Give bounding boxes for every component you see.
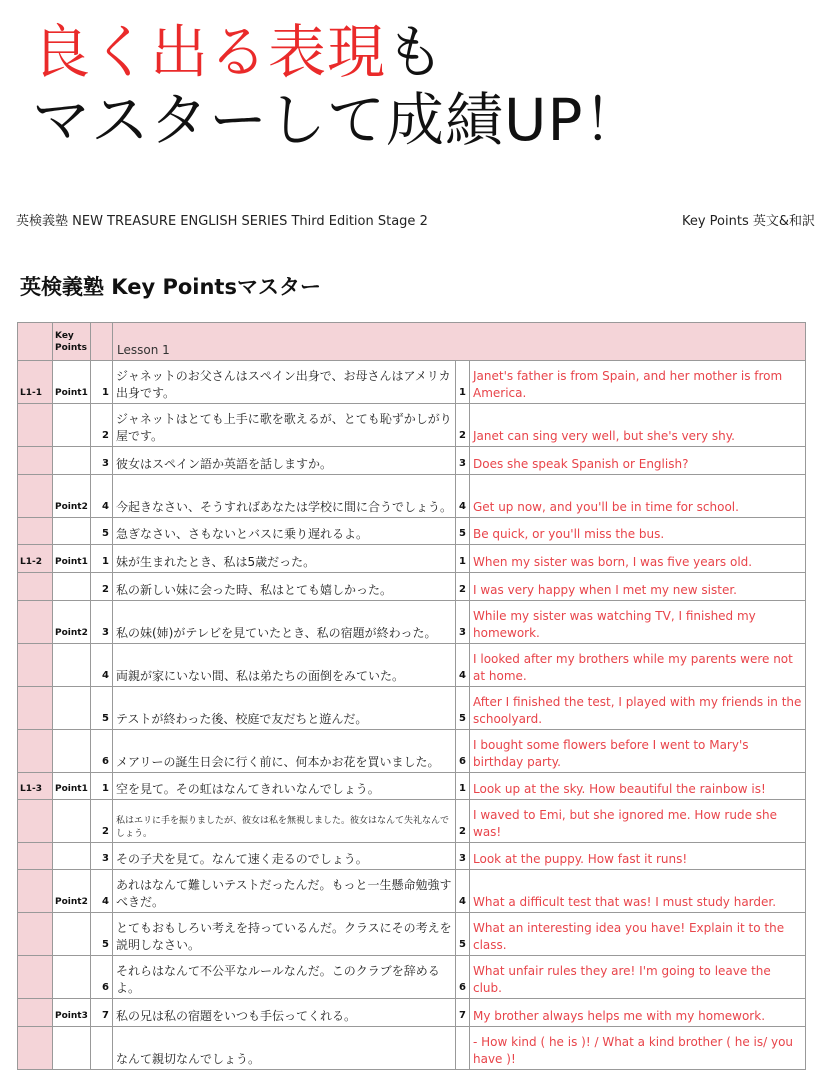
english-number-cell: 3 bbox=[456, 447, 470, 475]
number-cell: 4 bbox=[91, 870, 113, 913]
english-sentence: I waved to Emi, but she ignored me. How rude she was! bbox=[470, 800, 806, 843]
table-row bbox=[18, 999, 806, 1027]
number-cell: 6 bbox=[91, 730, 113, 773]
english-sentence: I bought some flowers before I went to Mary's birthday party. bbox=[470, 730, 806, 773]
english-sentence: My brother always helps me with my homework. bbox=[470, 999, 806, 1027]
number-cell: 1 bbox=[91, 545, 113, 573]
english-number-cell: 2 bbox=[456, 573, 470, 601]
number-cell: 7 bbox=[91, 999, 113, 1027]
point-cell: Point1 bbox=[53, 773, 91, 800]
point-cell bbox=[53, 687, 91, 730]
number-cell: 3 bbox=[91, 447, 113, 475]
point-cell bbox=[53, 447, 91, 475]
section-cell bbox=[18, 956, 53, 999]
point-cell bbox=[53, 573, 91, 601]
table-row bbox=[18, 447, 806, 475]
table-row bbox=[18, 475, 806, 518]
english-sentence: Get up now, and you'll be in time for school. bbox=[470, 475, 806, 518]
section-cell bbox=[18, 843, 53, 870]
japanese-sentence: ジャネットはとても上手に歌を歌えるが、とても恥ずかしがり屋です。 bbox=[113, 404, 456, 447]
english-sentence: What an interesting idea you have! Explain it to the class. bbox=[470, 913, 806, 956]
table-row bbox=[18, 956, 806, 999]
section-cell bbox=[18, 573, 53, 601]
number-cell bbox=[91, 1027, 113, 1070]
number-cell: 2 bbox=[91, 573, 113, 601]
english-number-cell: 4 bbox=[456, 644, 470, 687]
english-number-cell: 5 bbox=[456, 687, 470, 730]
section-cell bbox=[18, 404, 53, 447]
english-number-cell: 6 bbox=[456, 730, 470, 773]
table-row bbox=[18, 404, 806, 447]
english-sentence: Janet's father is from Spain, and her mother is from America. bbox=[470, 361, 806, 404]
headline-red-text: 良く出る表現 bbox=[32, 18, 387, 86]
english-number-cell: 1 bbox=[456, 361, 470, 404]
section-cell bbox=[18, 870, 53, 913]
english-sentence: Be quick, or you'll miss the bus. bbox=[470, 518, 806, 545]
section-cell bbox=[18, 687, 53, 730]
section-cell bbox=[18, 518, 53, 545]
english-number-cell: 3 bbox=[456, 843, 470, 870]
key-points-table-body bbox=[18, 323, 806, 1070]
english-number-cell: 4 bbox=[456, 475, 470, 518]
document-header bbox=[16, 210, 815, 229]
table-row bbox=[18, 545, 806, 573]
english-number-cell: 5 bbox=[456, 913, 470, 956]
section-cell bbox=[18, 913, 53, 956]
point-cell bbox=[53, 518, 91, 545]
table-row bbox=[18, 800, 806, 843]
number-cell: 3 bbox=[91, 601, 113, 644]
english-number-cell: 3 bbox=[456, 601, 470, 644]
header-key-points: Key Points bbox=[53, 323, 91, 361]
japanese-sentence: 私はエリに手を振りましたが、彼女は私を無視しました。彼女はなんて失礼なんでしょう。 bbox=[113, 800, 456, 843]
section-cell bbox=[18, 475, 53, 518]
english-sentence: What a difficult test that was! I must study harder. bbox=[470, 870, 806, 913]
header-section-cell bbox=[18, 323, 53, 361]
japanese-sentence: 空を見て。その虹はなんてきれいなんでしょう。 bbox=[113, 773, 456, 800]
english-number-cell bbox=[456, 1027, 470, 1070]
section-cell bbox=[18, 999, 53, 1027]
english-number-cell: 6 bbox=[456, 956, 470, 999]
table-row bbox=[18, 1027, 806, 1070]
point-cell bbox=[53, 730, 91, 773]
number-cell: 5 bbox=[91, 518, 113, 545]
point-cell bbox=[53, 956, 91, 999]
key-points-table bbox=[17, 322, 806, 1070]
point-cell bbox=[53, 1027, 91, 1070]
table-row bbox=[18, 913, 806, 956]
headline-black-text: も bbox=[386, 18, 446, 86]
section-cell: L1-3 bbox=[18, 773, 53, 800]
point-cell bbox=[53, 644, 91, 687]
english-sentence: I was very happy when I met my new sister. bbox=[470, 573, 806, 601]
english-sentence: After I finished the test, I played with my friends in the schoolyard. bbox=[470, 687, 806, 730]
point-cell bbox=[53, 404, 91, 447]
english-sentence: - How kind ( he is )! / What a kind brother ( he is/ you have )! bbox=[470, 1027, 806, 1070]
point-cell bbox=[53, 843, 91, 870]
japanese-sentence: それらはなんて不公平なルールなんだ。このクラブを辞めるよ。 bbox=[113, 956, 456, 999]
number-cell: 5 bbox=[91, 913, 113, 956]
number-cell: 2 bbox=[91, 404, 113, 447]
english-number-cell: 2 bbox=[456, 800, 470, 843]
japanese-sentence: とてもおもしろい考えを持っているんだ。クラスにその考えを説明しなさい。 bbox=[113, 913, 456, 956]
table-row bbox=[18, 730, 806, 773]
english-sentence: While my sister was watching TV, I finished my homework. bbox=[470, 601, 806, 644]
japanese-sentence: 私の兄は私の宿題をいつも手伝ってくれる。 bbox=[113, 999, 456, 1027]
table-row bbox=[18, 773, 806, 800]
point-cell: Point1 bbox=[53, 361, 91, 404]
headline bbox=[32, 18, 642, 154]
number-cell: 6 bbox=[91, 956, 113, 999]
english-number-cell: 1 bbox=[456, 773, 470, 800]
headline-line-1 bbox=[32, 18, 642, 86]
table-row bbox=[18, 361, 806, 404]
document-title: 英検義塾 Key Pointsマスター bbox=[20, 275, 321, 299]
japanese-sentence: 急ぎなさい、さもないとバスに乗り遅れるよ。 bbox=[113, 518, 456, 545]
english-sentence: Janet can sing very well, but she's very shy. bbox=[470, 404, 806, 447]
english-sentence: Look up at the sky. How beautiful the rainbow is! bbox=[470, 773, 806, 800]
point-cell bbox=[53, 800, 91, 843]
japanese-sentence: 両親が家にいない間、私は弟たちの面倒をみていた。 bbox=[113, 644, 456, 687]
section-cell bbox=[18, 1027, 53, 1070]
english-sentence: I looked after my brothers while my parents were not at home. bbox=[470, 644, 806, 687]
japanese-sentence: 妹が生まれたとき、私は5歳だった。 bbox=[113, 545, 456, 573]
document-header-left: 英検義塾 NEW TREASURE ENGLISH SERIES Third Edition Stage 2 bbox=[16, 214, 428, 229]
number-cell: 5 bbox=[91, 687, 113, 730]
english-number-cell: 7 bbox=[456, 999, 470, 1027]
section-cell: L1-1 bbox=[18, 361, 53, 404]
japanese-sentence: あれはなんて難しいテストだったんだ。もっと一生懸命勉強すべきだ。 bbox=[113, 870, 456, 913]
table-row bbox=[18, 870, 806, 913]
japanese-sentence: 今起きなさい、そうすればあなたは学校に間に合うでしょう。 bbox=[113, 475, 456, 518]
section-cell bbox=[18, 800, 53, 843]
japanese-sentence: 彼女はスペイン語か英語を話しますか。 bbox=[113, 447, 456, 475]
section-cell bbox=[18, 730, 53, 773]
table-header-row bbox=[18, 323, 806, 361]
japanese-sentence: その子犬を見て。なんて速く走るのでしょう。 bbox=[113, 843, 456, 870]
japanese-sentence: なんて親切なんでしょう。 bbox=[113, 1027, 456, 1070]
english-sentence: When my sister was born, I was five years old. bbox=[470, 545, 806, 573]
point-cell: Point3 bbox=[53, 999, 91, 1027]
english-sentence: Look at the puppy. How fast it runs! bbox=[470, 843, 806, 870]
document-header-right: Key Points 英文&和訳 bbox=[681, 214, 815, 229]
english-number-cell: 4 bbox=[456, 870, 470, 913]
english-number-cell: 1 bbox=[456, 545, 470, 573]
japanese-sentence: ジャネットのお父さんはスペイン出身で、お母さんはアメリカ出身です。 bbox=[113, 361, 456, 404]
number-cell: 4 bbox=[91, 475, 113, 518]
japanese-sentence: 私の妹(姉)がテレビを見ていたとき、私の宿題が終わった。 bbox=[113, 601, 456, 644]
number-cell: 1 bbox=[91, 361, 113, 404]
japanese-sentence: テストが終わった後、校庭で友だちと遊んだ。 bbox=[113, 687, 456, 730]
table-row bbox=[18, 573, 806, 601]
section-cell bbox=[18, 644, 53, 687]
point-cell: Point2 bbox=[53, 601, 91, 644]
number-cell: 4 bbox=[91, 644, 113, 687]
english-sentence: Does she speak Spanish or English? bbox=[470, 447, 806, 475]
lesson-title: Lesson 1 bbox=[113, 323, 806, 361]
japanese-sentence: 私の新しい妹に会った時、私はとても嬉しかった。 bbox=[113, 573, 456, 601]
point-cell bbox=[53, 913, 91, 956]
table-row bbox=[18, 644, 806, 687]
section-cell bbox=[18, 601, 53, 644]
japanese-sentence: メアリーの誕生日会に行く前に、何本かお花を買いました。 bbox=[113, 730, 456, 773]
table-row bbox=[18, 601, 806, 644]
table-row bbox=[18, 843, 806, 870]
headline-line-2: マスターして成績UP！ bbox=[32, 86, 643, 154]
point-cell: Point1 bbox=[53, 545, 91, 573]
number-cell: 1 bbox=[91, 773, 113, 800]
number-cell: 2 bbox=[91, 800, 113, 843]
table-row bbox=[18, 687, 806, 730]
section-cell: L1-2 bbox=[18, 545, 53, 573]
point-cell: Point2 bbox=[53, 475, 91, 518]
english-number-cell: 5 bbox=[456, 518, 470, 545]
section-cell bbox=[18, 447, 53, 475]
english-number-cell: 2 bbox=[456, 404, 470, 447]
header-num-cell bbox=[91, 323, 113, 361]
english-sentence: What unfair rules they are! I'm going to leave the club. bbox=[470, 956, 806, 999]
table-row bbox=[18, 518, 806, 545]
point-cell: Point2 bbox=[53, 870, 91, 913]
number-cell: 3 bbox=[91, 843, 113, 870]
